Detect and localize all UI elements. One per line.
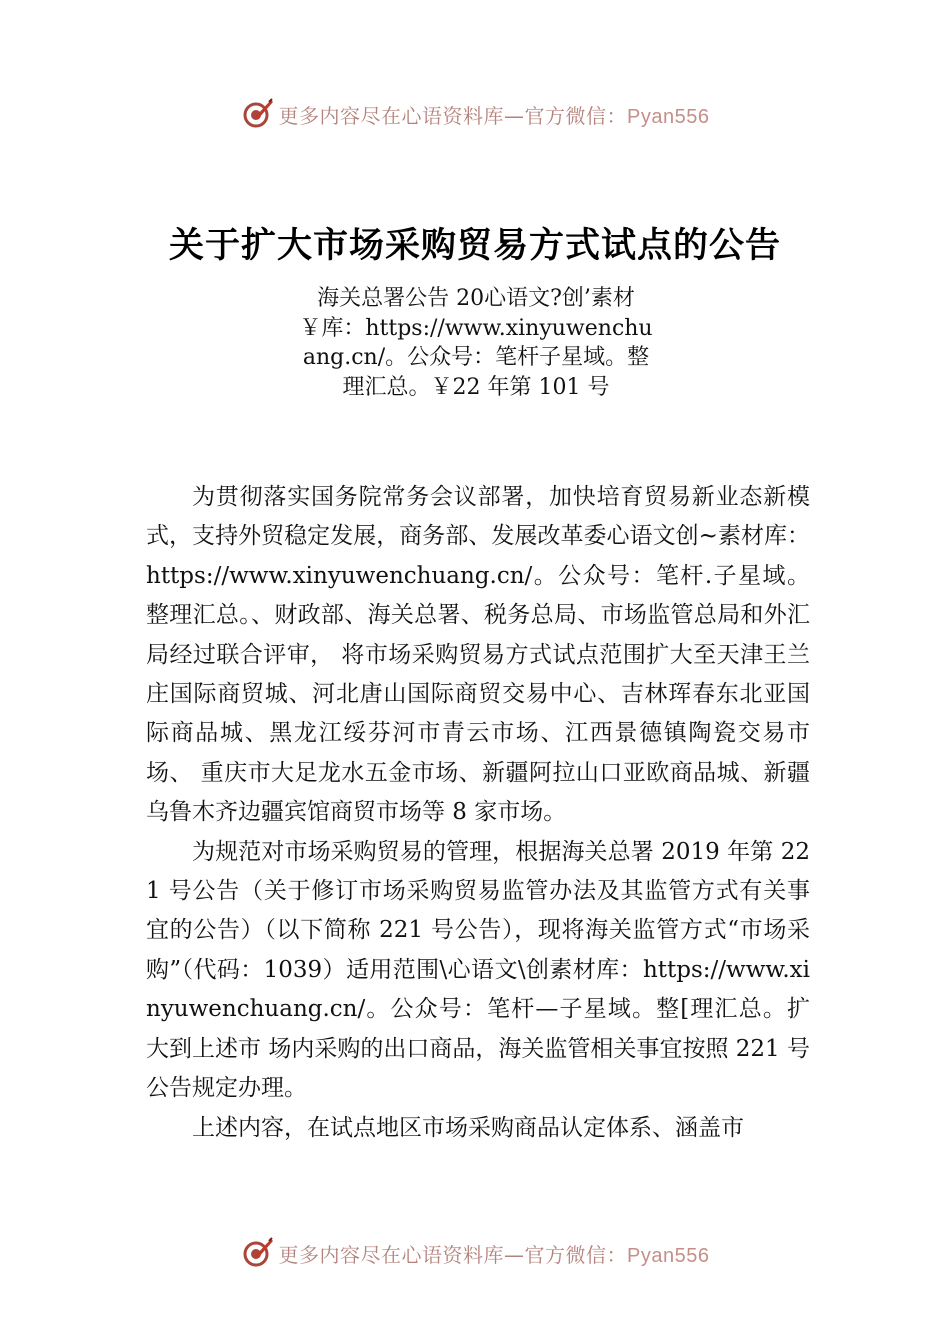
announcement-number: 海关总署公告 20心语文?创’素材￥库：https://www.xinyuwenchuang.cn/。公众号：笔杆子星域。整理汇总。￥22 年第 101 号 xyxy=(299,286,653,400)
document-title: 关于扩大市场采购贸易方式试点的公告 xyxy=(168,225,781,266)
wechat-id: Pyan556 xyxy=(627,105,710,128)
banner-text xyxy=(279,100,710,129)
quill-seal-icon xyxy=(241,97,275,131)
footer-banner xyxy=(0,1231,950,1275)
banner-label: 更多内容尽在心语资料库—官方微信： xyxy=(278,1242,628,1267)
wechat-id: Pyan556 xyxy=(627,1244,710,1267)
quill-seal-icon xyxy=(241,1236,275,1270)
banner-label: 更多内容尽在心语资料库—官方微信： xyxy=(278,103,628,128)
banner-text xyxy=(279,1239,710,1268)
paragraph-3: 上述内容，在试点地区市场采购商品认定体系、涵盖市 xyxy=(192,1114,744,1141)
document-body xyxy=(146,478,810,1148)
paragraph-2: 为规范对市场采购贸易的管理，根据海关总署 2019 年第 221 号公告（关于修订市场采购贸易监管办法及其监管方式有关事宜的公告）（以下简称 221 号公告），现将海关监管方式“市场采购”（代码：1039）适用范围\心语文\创素材库：https://www.xinyuwenchuang.cn/。公众号：笔杆—子星域。整[理汇总。扩大到上述市 场内采购的出口商品，海关监管相关事宜按照 221 号公告规定办理。 xyxy=(146,838,810,1102)
header-banner xyxy=(0,92,950,136)
paragraph-1: 为贯彻落实国务院常务会议部署，加快培育贸易新业态新模式，支持外贸稳定发展，商务部、发展改革委心语文创~素材库：https://www.xinyuwenchuang.cn/。公众号：笔杆.子星域。整理汇总。、财政部、海关总署、税务总局、市场监管总局和外汇局经过联合评审， 将市场采购贸易方式试点范围扩大至天津王兰庄国际商贸城、河北唐山国际商贸交易中心、吉林珲春东北亚国际商品城、黑龙江绥芬河市青云市场、江西景德镇陶瓷交易市场、 重庆市大足龙水五金市场、新疆阿拉山口亚欧商品城、新疆乌鲁木齐边疆宾馆商贸市场等 8 家市场。 xyxy=(146,484,810,826)
